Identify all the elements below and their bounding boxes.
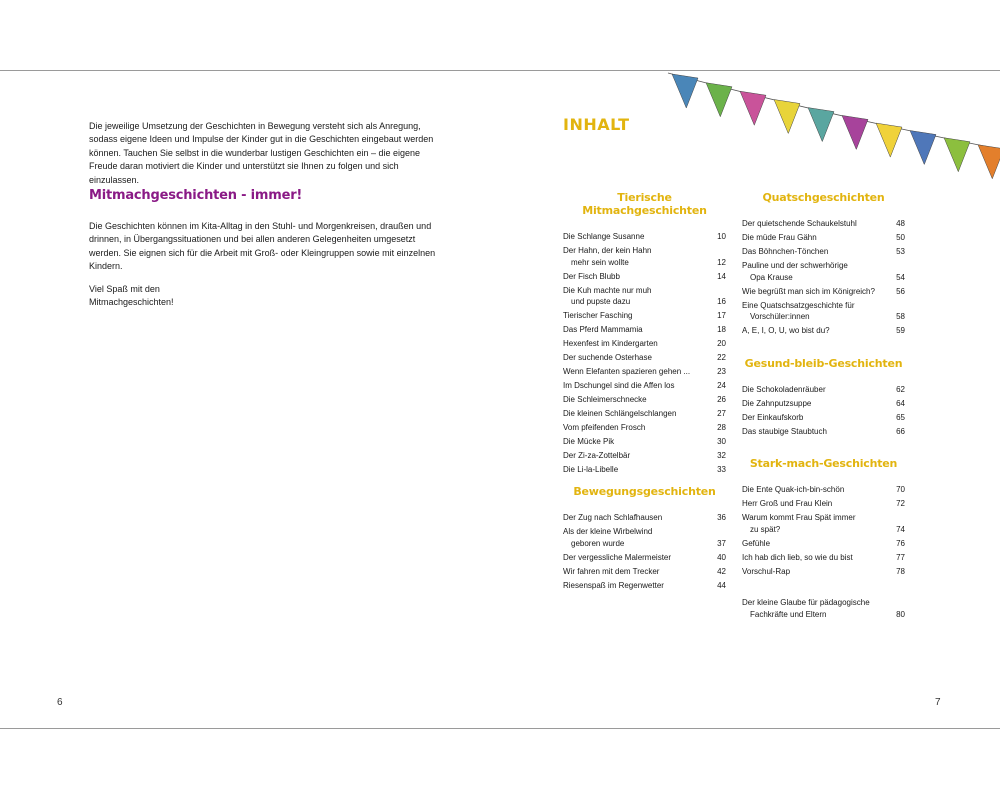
bunting-flag xyxy=(978,145,1000,179)
toc-entry xyxy=(563,245,726,268)
toc-entry-page: 22 xyxy=(717,353,726,362)
toc-entry-line1: Pauline und der schwerhörige xyxy=(742,261,848,270)
bunting-flag xyxy=(876,123,902,157)
toc-entry xyxy=(563,352,726,364)
toc-entry-page: 32 xyxy=(717,451,726,460)
toc-entry-page: 74 xyxy=(896,524,905,534)
toc-entry xyxy=(742,232,905,244)
toc-entry-title xyxy=(742,597,870,620)
toc-entry xyxy=(563,271,726,283)
toc-entry xyxy=(742,484,905,496)
toc-entry xyxy=(742,512,905,535)
toc-section-title: Bewegungsgeschichten xyxy=(573,485,716,498)
toc-entry-title xyxy=(563,380,674,392)
toc-entry xyxy=(563,366,726,378)
toc-entry-title xyxy=(563,422,645,434)
toc-entry-title xyxy=(742,300,855,323)
toc-entry xyxy=(563,422,726,434)
toc-entry-title xyxy=(563,245,652,268)
toc-entry-page: 27 xyxy=(717,409,726,418)
toc-entry-page: 62 xyxy=(896,385,905,394)
toc-entry-line1: Der kleine Glaube für pädagogische xyxy=(742,598,870,607)
toc-entry-line1: Die müde Frau Gähn xyxy=(742,233,817,242)
toc-entry-line1: Der Zug nach Schlafhausen xyxy=(563,513,663,522)
toc-entry xyxy=(563,285,726,308)
body-paragraph: Die Geschichten können im Kita-Alltag in den Stuhl- und Morgenkreisen, draußen und drinnen, in Übergangssituationen und bei allen anderen Gelegenheiten umgesetzt werden. Sie eignen sich für die Arbeit mit Groß- oder Kleingruppen sowie mit einzelnen Kindern. xyxy=(89,221,436,272)
toc-entry xyxy=(563,380,726,392)
toc-entry xyxy=(563,566,726,578)
toc-list xyxy=(563,512,726,591)
toc-entry-line1: Die Ente Quak-ich-bin-schön xyxy=(742,485,845,494)
toc-entry-page: 23 xyxy=(717,367,726,376)
toc-entry-page: 59 xyxy=(896,326,905,335)
toc-entry-line2: Vorschüler:innen xyxy=(750,312,810,321)
toc-entry-page: 40 xyxy=(717,552,726,562)
toc-entry-title xyxy=(742,538,770,550)
toc-entry-title xyxy=(742,484,844,496)
toc-section-title: Stark-mach-Geschichten xyxy=(749,457,898,470)
toc-entry-line1: Der Hahn, der kein Hahn xyxy=(563,246,652,255)
toc-entry-page: 58 xyxy=(896,312,905,321)
toc-entry-line1: Tierischer Fasching xyxy=(563,311,633,320)
toc-entry-line2: geboren wurde xyxy=(571,538,625,548)
toc-entry xyxy=(563,310,726,322)
greeting-line-2: Mitmachgeschichten! xyxy=(89,297,174,308)
toc-entry-page: 24 xyxy=(717,381,726,390)
toc-entry-line1: Wir fahren mit dem Trecker xyxy=(563,566,660,576)
toc-entry-title xyxy=(742,325,830,337)
toc-section-title: Gesund-bleib-Geschichten xyxy=(744,357,903,370)
toc-entry-title xyxy=(742,398,811,410)
bunting-flag xyxy=(808,108,834,142)
bunting-flag xyxy=(944,138,970,172)
toc-entry-line1: Vom pfeifenden Frosch xyxy=(563,423,646,432)
toc-entry-page: 28 xyxy=(717,423,726,432)
toc-entry-line1: Als der kleine Wirbelwind xyxy=(563,527,653,536)
toc-entry xyxy=(563,512,726,524)
toc-entry xyxy=(742,325,905,337)
greeting-line-1: Viel Spaß mit den xyxy=(89,284,160,294)
toc-entry-title xyxy=(742,566,790,578)
toc-entry-page: 70 xyxy=(896,485,905,494)
toc-entry xyxy=(742,566,905,578)
bunting-flag xyxy=(842,115,868,149)
bunting-flag xyxy=(774,100,800,134)
book-spread xyxy=(0,70,1000,729)
toc-entry xyxy=(563,526,726,549)
toc-entry-title xyxy=(563,512,662,524)
toc-entry-title xyxy=(742,246,828,258)
toc-list xyxy=(742,597,905,620)
toc-section xyxy=(563,191,726,478)
toc-entry-line1: Der vergessliche Malermeister xyxy=(563,552,672,562)
toc-entry xyxy=(563,464,726,476)
toc-entry-title xyxy=(563,580,664,592)
toc-entry-title xyxy=(563,436,614,448)
toc-entry-page: 77 xyxy=(896,552,905,562)
toc-entry-line1: Vorschul-Rap xyxy=(742,566,791,576)
toc-section-title: Quatschgeschichten xyxy=(762,191,885,204)
toc-entry xyxy=(563,324,726,336)
toc-entry-line2: mehr sein wollte xyxy=(571,257,629,267)
toc-entry-title xyxy=(742,232,817,244)
toc-entry xyxy=(742,398,905,410)
toc-entry-page: 76 xyxy=(896,538,905,548)
toc-section xyxy=(742,457,905,580)
toc-entry-title xyxy=(742,426,827,438)
toc-entry xyxy=(742,412,905,424)
toc-list xyxy=(742,484,905,577)
toc-entry-line2: zu spät? xyxy=(750,524,781,534)
toc-entry-title xyxy=(563,338,658,350)
toc-entry-page: 80 xyxy=(896,609,905,619)
intro-paragraph: Die jeweilige Umsetzung der Geschichten in Bewegung versteht sich als Anregung, sodass eigene Ideen und Impulse der Kinder gut in die Geschichten eingebaut werden können. Tauchen Sie selbst in die wunderbar lustigen Geschichten ein – die eigene Freude daran motiviert die Kinder und unterstützt sie Ihnen zu folgen und sich einzulassen. xyxy=(89,121,434,185)
bunting-flag xyxy=(910,131,936,165)
toc-entry-page: 12 xyxy=(717,257,726,267)
toc-entry-page: 54 xyxy=(896,272,905,282)
toc-entry-line2: und pupste dazu xyxy=(571,297,631,306)
toc-entry-page: 26 xyxy=(717,395,726,404)
toc-entry-line1: Der Fisch Blubb xyxy=(563,271,620,281)
toc-section-title: Tierische Mitmachgeschichten xyxy=(582,191,707,217)
toc-entry-title xyxy=(563,552,671,564)
toc-entry-title xyxy=(742,412,803,424)
toc-entry xyxy=(742,426,905,438)
toc-entry-line1: Das Pferd Mammamia xyxy=(563,325,643,334)
toc-entry xyxy=(563,408,726,420)
toc-entry-title xyxy=(563,464,618,476)
toc-section-appendix xyxy=(742,597,905,623)
toc-entry xyxy=(563,231,726,243)
toc-entry-title xyxy=(563,271,620,283)
toc-entry-line1: Riesenspaß im Regenwetter xyxy=(563,580,664,590)
toc-entry-title xyxy=(563,285,652,308)
toc-section xyxy=(742,357,905,440)
toc-entry xyxy=(563,450,726,462)
toc-entry xyxy=(563,338,726,350)
toc-entry xyxy=(742,218,905,230)
toc-list xyxy=(742,218,905,337)
toc-list xyxy=(563,231,726,476)
bunting-flag xyxy=(740,91,766,125)
toc-entry-line1: Gefühle xyxy=(742,538,771,548)
toc-entry xyxy=(742,300,905,323)
toc-entry-line1: Die Zahnputzsuppe xyxy=(742,399,812,408)
toc-entry-line1: Hexenfest im Kindergarten xyxy=(563,339,658,348)
toc-entry-page: 16 xyxy=(717,297,726,306)
toc-entry-page: 65 xyxy=(896,413,905,422)
toc-entry-line1: Warum kommt Frau Spät immer xyxy=(742,513,856,522)
toc-entry-title xyxy=(563,366,690,378)
toc-entry xyxy=(563,580,726,592)
toc-entry-title xyxy=(563,408,676,420)
toc-entry-title xyxy=(563,526,652,549)
toc-entry-line1: Herr Groß und Frau Klein xyxy=(742,499,833,508)
toc-entry xyxy=(742,538,905,550)
toc-list xyxy=(742,384,905,438)
toc-entry-line1: Die kleinen Schlängelschlangen xyxy=(563,409,677,418)
toc-entry-line1: Wenn Elefanten spazieren gehen ... xyxy=(563,367,691,376)
toc-entry xyxy=(742,552,905,564)
toc-entry-page: 56 xyxy=(896,286,905,296)
toc-entry-line1: Der Zi-za-Zottelbär xyxy=(563,451,631,460)
toc-entry-title xyxy=(563,394,647,406)
toc-entry-page: 64 xyxy=(896,399,905,408)
toc-entry-page: 18 xyxy=(717,325,726,334)
toc-entry-page: 33 xyxy=(717,465,726,474)
toc-entry-line1: Die Li-la-Libelle xyxy=(563,465,619,474)
toc-entry-title xyxy=(563,566,659,578)
toc-entry-page: 50 xyxy=(896,233,905,242)
section-heading: Mitmachgeschichten - immer! xyxy=(89,188,303,203)
bunting-decoration xyxy=(0,71,1000,191)
toc-entry-page: 66 xyxy=(896,427,905,436)
toc-entry-page: 42 xyxy=(717,566,726,576)
toc-entry-page: 78 xyxy=(896,566,905,576)
toc-section xyxy=(742,191,905,339)
toc-entry-title xyxy=(742,498,832,510)
toc-entry xyxy=(563,394,726,406)
toc-entry-title xyxy=(742,384,826,396)
toc-entry-page: 44 xyxy=(717,580,726,590)
toc-entry xyxy=(742,260,905,283)
toc-entry-page: 72 xyxy=(896,499,905,508)
toc-entry-page: 30 xyxy=(717,437,726,446)
toc-section xyxy=(563,485,726,594)
toc-entry-page: 37 xyxy=(717,538,726,548)
toc-entry xyxy=(563,552,726,564)
toc-entry-page: 53 xyxy=(896,247,905,256)
toc-entry-page: 36 xyxy=(717,513,726,522)
toc-entry-title xyxy=(563,352,652,364)
toc-entry-line1: Die Mücke Pik xyxy=(563,437,615,446)
toc-entry-line1: Der suchende Osterhase xyxy=(563,353,652,362)
toc-entry-line1: Die Schlange Susanne xyxy=(563,232,645,241)
toc-entry-title xyxy=(563,324,643,336)
greeting xyxy=(89,283,289,310)
toc-title: INHALT xyxy=(563,115,630,134)
toc-entry-line1: Das staubige Staubtuch xyxy=(742,427,827,436)
bunting-flag xyxy=(672,74,698,108)
toc-entry-title xyxy=(563,450,630,462)
toc-entry-page: 48 xyxy=(896,219,905,228)
toc-entry-line1: Eine Quatschsatzgeschichte für xyxy=(742,300,855,310)
toc-entry-line1: Der Einkaufskorb xyxy=(742,413,804,422)
toc-entry-line1: Ich hab dich lieb, so wie du bist xyxy=(742,552,853,562)
toc-entry xyxy=(742,246,905,258)
toc-entry-line1: Der quietschende Schaukelstuhl xyxy=(742,219,857,228)
toc-entry-page: 14 xyxy=(717,271,726,281)
toc-entry-line2: Fachkräfte und Eltern xyxy=(750,609,827,619)
toc-entry-title xyxy=(742,260,848,283)
toc-entry-line2: Opa Krause xyxy=(750,272,793,282)
toc-entry-title xyxy=(563,231,644,243)
toc-entry-title xyxy=(742,512,856,535)
toc-entry-page: 20 xyxy=(717,339,726,348)
toc-entry-line1: Das Böhnchen-Tönchen xyxy=(742,247,829,256)
toc-entry-line1: Wie begrüßt man sich im Königreich? xyxy=(742,286,875,296)
toc-entry xyxy=(742,597,905,620)
toc-entry-page: 17 xyxy=(717,311,726,320)
toc-entry xyxy=(563,436,726,448)
toc-entry-title xyxy=(742,218,857,230)
toc-entry-line1: Die Schokoladenräuber xyxy=(742,385,826,394)
toc-entry xyxy=(742,498,905,510)
toc-entry-title xyxy=(742,286,875,298)
toc-entry-line1: Im Dschungel sind die Affen los xyxy=(563,381,675,390)
toc-entry-line1: Die Schleimerschnecke xyxy=(563,395,647,404)
bunting-flag xyxy=(706,83,732,117)
toc-entry xyxy=(742,286,905,298)
toc-entry-title xyxy=(563,310,633,322)
page-number-right: 7 xyxy=(935,697,941,708)
toc-entry-title xyxy=(742,552,853,564)
toc-entry-line1: A, E, I, O, U, wo bist du? xyxy=(742,326,830,335)
toc-entry xyxy=(742,384,905,396)
page-number-left: 6 xyxy=(57,697,63,708)
toc-entry-line1: Die Kuh machte nur muh xyxy=(563,285,652,295)
toc-entry-page: 10 xyxy=(717,232,726,241)
